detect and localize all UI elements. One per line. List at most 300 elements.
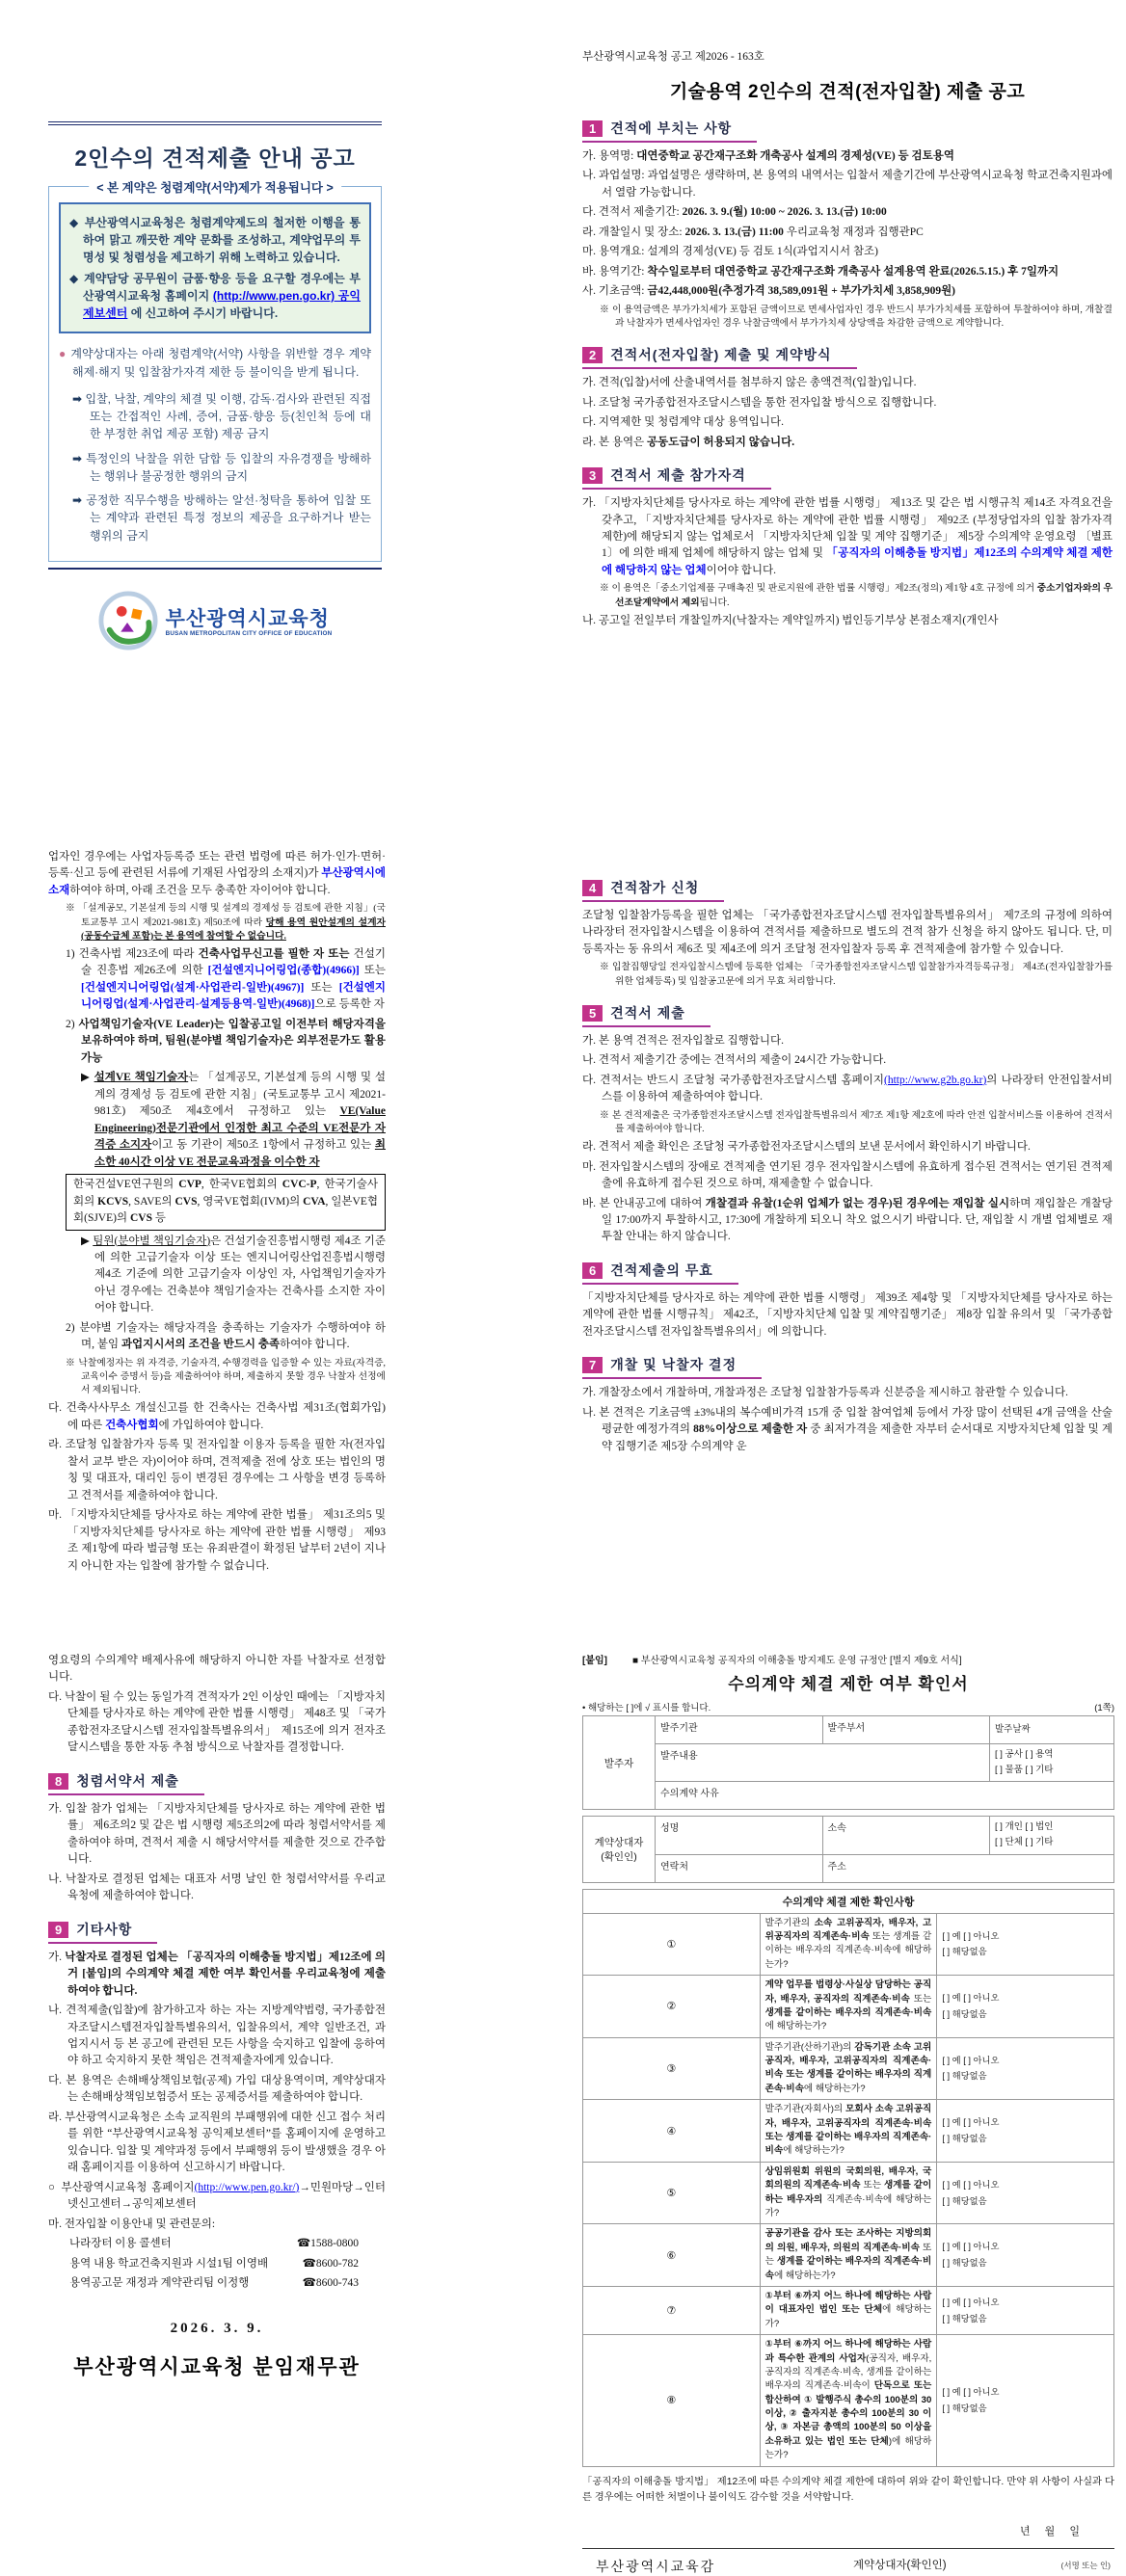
paragraph (582, 395, 1113, 412)
check-answer-checkboxes[interactable]: [ ] 예 [ ] 아니오 [ ] 해당없음 (937, 2162, 1114, 2224)
text-segment: 또는 (359, 965, 386, 977)
contractor-table (582, 1816, 1114, 1882)
text-segment: ➡ (72, 493, 87, 508)
text-segment: 가. 「지방자치단체를 당사자로 하는 계약에 관한 법률 시행령」 제13조 및 같은 법 시행규칙 제14조 자격요건을 갖추고, 「지방자치단체를 당사자로 하는 계약에 관한 법률 시행령」 제92조 (부정당업자의 입찰 참가자격 제한)에 해당되지 않는 업체로서 「지방자치단체 입찰 및 계약 집행기준」 제5장 수의계약 운영요령 〔별표1〕에 의한 배제 업체에 해당하지 않는 업체 및 (582, 497, 1113, 560)
text-segment: 마. 「지방자치단체를 당사자로 하는 계약에 관한 법률」 제31조의5 및 「지방자치단체를 당사자로 하는 계약에 관한 법률 시행령」 제93조 제1항에 따라 벌금형 또는 유죄판결이 확정된 날부터 2년이 지나지 아니한 자는 입찰에 참가할 수 없습니다. (48, 1509, 386, 1572)
text-segment: ○ 부산광역시교육청 홈페이지 (48, 2181, 195, 2193)
paragraph (582, 1385, 1113, 1401)
orderer-table (582, 1715, 1114, 1810)
text-segment: ☎8600-782 (302, 2257, 359, 2270)
text-segment: 공정한 직무수행을 방해하는 알선·청탁을 통하여 입찰 또는 계약과 관련된 특정 정보의 제공을 요구하거나 받는 행위의 금지 (86, 493, 371, 543)
text-segment: 특정인의 낙찰을 위한 담합 등 입찰의 자유경쟁을 방해하는 행위나 불공정한 행위의 금지 (86, 451, 371, 483)
signature-hint: (서명 또는 인) (1060, 2560, 1111, 2570)
text-segment: 금42,448,000원(추정가격 38,589,091원 + 부가가치세 3,858,909원) (647, 285, 956, 298)
text-segment: ①부터 ⑥까지 어느 하나에 해당하는 사람과 특수한 관계의 사업자 (764, 2339, 932, 2364)
text-segment: 사. 기초금액: (582, 285, 648, 298)
text-segment: 과업지시서의 조건을 반드시 충족 (121, 1339, 281, 1351)
text-segment: 다. 지역제한 및 청렴계약 대상 용역입니다. (582, 416, 784, 429)
text-segment: 용역 내용 학교건축지원과 시설1팀 이영배 (69, 2257, 269, 2270)
text-segment: 가. 입찰 참가 업체는 「지방자치단체를 당사자로 하는 계약에 관한 법률」 제6조의2 및 같은 법 시행령 제5조의2에 따라 청렴서약서를 제출하여야 하며, 견적서 제출 시 해당서약서를 제출한 것으로 간주합니다. (48, 1802, 386, 1866)
check-question (760, 2224, 937, 2287)
text-segment: 2026. 3. 9. (170, 2320, 264, 2336)
orderer-date-field[interactable]: 발주날짜 (990, 1716, 1114, 1744)
paragraph (582, 1159, 1113, 1193)
text-segment: 팀원(분야별 책임기술자) (93, 1235, 211, 1247)
text-segment: 가. 용역명: (582, 150, 637, 162)
text-segment: [건설엔지니어링업(종합)(4966)] (207, 965, 360, 977)
text-segment: 는 「설계공모, 기본설계 등의 시행 및 설계의 경제성 등 검토에 관한 지침」(국토교통부 고시 제2021-981호) 제50조 제4호에서 규정하고 있는 (94, 1072, 386, 1118)
text-segment: 발주기관(산하기관)의 (764, 2041, 855, 2053)
paragraph (48, 1950, 386, 2000)
section-number: 1 (582, 120, 603, 137)
check-row-number: ⑦ (583, 2286, 761, 2334)
section-header (582, 1261, 1113, 1285)
page-clean-contract-notice (48, 121, 382, 655)
text-segment: 2026. 3. 13.(금) 11:00 (684, 226, 784, 238)
paragraph (69, 2275, 359, 2292)
text-segment: , 일본VE협회(SJVE)의 (73, 1195, 378, 1225)
section-header (582, 878, 1113, 902)
paragraph (582, 435, 1113, 451)
paragraph (48, 1653, 386, 1686)
text-segment: 하여야 하며, 아래 조건을 모두 충족한 자이어야 합니다. (69, 884, 331, 896)
section-number: 8 (48, 1773, 68, 1790)
paragraph (582, 1196, 1113, 1246)
text-segment: 다. 견적서 제출기간: (582, 206, 683, 219)
homepage-link[interactable]: (http://www.pen.go.kr/) (194, 2181, 300, 2193)
clean-contract-subtitle: < 본 계약은 청렴계약(서약)제가 적용됩니다 > (89, 178, 341, 196)
text-segment: 에 해당하는가? (764, 2021, 827, 2032)
text-segment: 직계존속·비속에 해당하는가? (764, 2193, 932, 2218)
form-date-line: 년 월 일 (1020, 2525, 1086, 2537)
text-segment: 됩니다. (699, 597, 730, 608)
paragraph (48, 2073, 386, 2107)
text-segment: 최소한 40시간 이상 VE 전문교육과정을 이수한 자 (94, 1139, 386, 1168)
text-segment: 생계를 같이하는 배우자의 직계존속·비속 (764, 2256, 932, 2281)
text-segment: 사업책임기술자(VE Leader)는 입찰공고일 이전부터 해당자격을 보유하여야 하며, 팀원(분야별 책임기술자)은 외부전문가도 활용 가능 (78, 1018, 386, 1064)
check-question (760, 1976, 937, 2038)
text-segment: 마. 용역개요: 설계의 경제성(VE) 등 검토 1식(과업지시서 참조) (582, 246, 878, 258)
text-segment: 하며 재입찰은 개찰당일 17:00까지 투찰하시고, 17:30에 개찰하게 되오니 착오 없으시기 바랍니다. 단, 재입찰 시 개별 업체별로 재투찰 안내는 하지 않습니다. (602, 1197, 1113, 1243)
contractor-type-checkboxes[interactable]: [ ] 개인 [ ] 법인 [ ] 단체 [ ] 기타 (990, 1817, 1114, 1854)
paragraph (66, 1174, 386, 1230)
education-office-emblem-icon (98, 591, 158, 655)
form-title: 수의계약 체결 제한 여부 확인서 (728, 1675, 969, 1693)
office-name-english: BUSAN METROPOLITAN CITY OFFICE OF EDUCATION (165, 630, 333, 638)
text-segment: ※ 입찰집행당일 전자입찰시스템에 등록한 업체는 「국가종합전자조달시스템 입찰참가자격등록규정」 제4조(전자입찰참가를 위한 업체등록) 및 입찰공고문에 의거 무효 처리합니다. (600, 962, 1113, 987)
contract-reason-field[interactable]: 수의계약 사유 (656, 1782, 1114, 1810)
text-segment: ☎8600-743 (302, 2277, 359, 2290)
paragraph (48, 1801, 386, 1869)
text-segment: CVC-P (282, 1179, 317, 1191)
paragraph (81, 1070, 386, 1171)
text-segment: 부산광역시교육청은 청렴계약제도의 철저한 이행을 통하여 맑고 깨끗한 계약 문화를 조성하고, 계약업무의 투명성 및 청렴성을 제고하기 위해 노력하고 있습니다. (83, 216, 361, 265)
text-segment: 바. 용역기간: (582, 265, 648, 278)
section-title: 견적서 제출 참가자격 (610, 467, 746, 484)
text-segment: 「공직자의 이해충돌 방지법」제12조의 수의계약 체결 제한에 해당하지 않는 업체 (602, 547, 1113, 576)
paragraph (48, 2217, 386, 2233)
check-row (583, 1913, 1114, 1976)
text-segment: 한국건설VE연구원의 (73, 1179, 179, 1191)
text-segment: 건축사협회 (105, 1419, 159, 1431)
text-segment: 등 (151, 1212, 166, 1225)
paragraph (600, 1109, 1113, 1136)
check-answer-checkboxes[interactable]: [ ] 예 [ ] 아니오 [ ] 해당없음 (937, 1976, 1114, 2038)
text-segment: 또는 (860, 2180, 884, 2191)
text-segment: CVS (129, 1212, 152, 1225)
checkmark-instruction: • 해당하는 [ ]에 √ 표시를 합니다. (582, 1703, 711, 1713)
superintendent-signature: 부산광역시교육감 (596, 2558, 716, 2574)
text-segment: 라. 부산광역시교육청은 소속 교직원의 부패행위에 대한 신고 접수 처리를 위한 “부산광역시교육청 공익제보센터”를 홈페이지에 운영하고 있습니다. 입찰 및 계약과정 등에서 부패행위 등이 발생했을 경우 아래 홈페이지를 이용하여 신고하시기 바랍니다. (48, 2111, 386, 2174)
text-segment: 모회사 소속 고위공직자, 배우자, 고위공직자의 직계존속·비속 또는 생계를 같이하는 배우자의 직계존속·비속 (764, 2104, 932, 2157)
page-restriction-confirmation-form (582, 1652, 1114, 2576)
page-qualification-detail (48, 846, 386, 1578)
text-segment: , 한국기술사회의 (73, 1179, 379, 1208)
text-segment: 또는 생계를 같이하는 배우자의 직계존속·비속에 해당하는가? (764, 1930, 932, 1970)
text-segment: (공직자, 배우자, 공직자의 직계존속·비속, 생계를 같이하는 배우자의 직계존속·비속이 (764, 2352, 932, 2392)
section-number: 7 (582, 1357, 603, 1373)
text-segment: 나. 조달청 국가종합전자조달시스템을 통한 전자입찰 방식으로 집행합니다. (582, 396, 937, 409)
text-segment: 또는 (304, 981, 339, 994)
check-row (583, 2162, 1114, 2224)
section-title: 견적에 부치는 사항 (610, 120, 733, 136)
text-segment: 으로 등록한 자 (314, 998, 385, 1011)
paragraph (48, 1400, 386, 1434)
text-segment: ➡ (72, 391, 86, 406)
text-segment: 부산광역시교육청 분임재무관 (73, 2356, 361, 2379)
text-segment: 은 건설기술진흥법시행령 제4조 기준에 의한 고급기술자 이상 또는 엔지니어링산업진흥법시행령 제4조 기준에 의한 고급기술자 이상인 자, 사업책임기술자가 아닌 경우에는 건축분야 책임기술자는 건축사를 소지한 자이어야 합니다. (94, 1235, 386, 1315)
text-segment: 가. 견적(입찰)서에 산출내역서를 첨부하지 않은 총액견적(입찰)입니다. (582, 377, 917, 389)
check-row-number: ① (583, 1913, 761, 1976)
paragraph (582, 1139, 1113, 1155)
g2b-link[interactable]: (http://www.g2b.go.kr) (884, 1074, 987, 1086)
paragraph (59, 345, 371, 380)
paragraph (66, 1357, 386, 1398)
section-number: 6 (582, 1262, 603, 1279)
text-segment: 계약상대자는 아래 청렴계약(서약) 사항을 위반할 경우 계약 해제·해지 및 입찰참가자격 제한 등 불이익을 받게 됩니다. (70, 347, 371, 379)
paragraph (48, 1437, 386, 1504)
paragraph (582, 1052, 1113, 1069)
check-question (760, 2335, 937, 2467)
text-segment: 에 가입하여야 합니다. (158, 1419, 264, 1431)
text-segment: ➡ (72, 451, 87, 465)
text-segment: 입찰, 낙찰, 계약의 체결 및 이행, 감독·검사와 관련된 직접 또는 간접적인 사례, 증여, 금품·향응 등(친인척 등에 대한 부정한 취업 제공 포함) 제공 금지 (85, 391, 372, 441)
check-row (583, 2286, 1114, 2334)
text-segment: 2026. 3. 9.(월) 10:00 ~ 2026. 3. 13.(금) 10:00 (682, 206, 887, 219)
page-title: 2인수의 견적제출 안내 공고 (74, 146, 356, 171)
paragraph (72, 390, 371, 443)
check-answer-checkboxes[interactable]: [ ] 예 [ ] 아니오 [ ] 해당없음 (937, 2224, 1114, 2287)
paragraph (66, 1017, 386, 1067)
text-segment: 88%이상으로 제출한 자 (693, 1423, 808, 1436)
text-segment: 1) 건축사법 제23조에 따라 (66, 948, 199, 961)
check-row-number: ② (583, 1976, 761, 2038)
text-segment: 대연중학교 공간재구조화 개축공사 설계의 경제성(VE) 등 검토용역 (636, 150, 954, 162)
text-segment: 마. 전자입찰시스템의 장애로 견적제출 연기된 경우 전자입찰시스템에 유효하게 접수된 견적서는 연기된 견적제출에 유효하게 접수된 것으로 하며, 재제출할 수 없습니다. (582, 1160, 1113, 1190)
text-segment: KCVS (97, 1195, 129, 1208)
restriction-check-table (582, 1889, 1114, 2467)
paragraph (582, 148, 1113, 165)
paragraph (582, 1290, 1113, 1341)
check-table-header: 수의계약 체결 제한 확인사항 (583, 1889, 1114, 1913)
text-segment: 라. 조달청 입찰참가자 등록 및 전자입찰 이용자 등록을 필한 자(전자입찰서 교부 받은 자)이어야 하며, 견적제출 전에 상호 또는 법인의 명칭 및 대표자, 대리인 등이 변경된 경우에는 그 사항을 변경 등록하고 견적서를 제출하여야 합니다. (48, 1439, 386, 1501)
check-row (583, 2100, 1114, 2163)
contractor-signature: 계약상대자(확인인) (서명 또는 인) (853, 2559, 1111, 2571)
text-segment: ※ 「설계공모, 기본설계 등의 시행 및 설계의 경제성 등 검토에 관한 지침」(국토교통부 고시 제2021-981호) 제50조에 따라 (66, 903, 386, 928)
text-segment: ☎1588-0800 (296, 2238, 359, 2250)
text-segment: 상임위원회 위원의 국회의원, 배우자, 국회의원의 직계존속·비속 (764, 2165, 932, 2191)
paragraph (582, 283, 1113, 300)
section-header (582, 465, 1113, 490)
paragraph (48, 2318, 386, 2340)
section-title: 견적참가 신청 (610, 880, 700, 895)
check-row (583, 2037, 1114, 2100)
paragraph (600, 582, 1113, 609)
text-segment: [건설엔지니어링업(설계·사업관리-일반)(4967)] (81, 981, 305, 994)
text-segment: , 영국VE협회(IVM)의 (197, 1195, 304, 1208)
paragraph (72, 450, 371, 485)
check-row (583, 2224, 1114, 2287)
text-segment: CVA (303, 1195, 326, 1208)
attachment-label: [붙임] (582, 1656, 607, 1666)
text-segment: ①부터 ⑥까지 어느 하나에 해당하는 사람이 대표자인 법인 또는 단체 (764, 2290, 932, 2316)
check-question (760, 1913, 937, 1976)
text-segment: CVS (174, 1195, 198, 1208)
text-segment: 마. 전자입찰 이용안내 및 관련문의: (48, 2217, 216, 2230)
form-note-row (582, 1700, 1114, 1713)
section-number: 4 (582, 880, 603, 896)
text-segment: 건축사업무신고를 필한 자 또는 (198, 948, 350, 961)
text-segment: 착수일로부터 대연중학교 공간재구조화 개축공사 설계용역 완료(2026.5.15.) 후 7일까지 (647, 265, 1059, 278)
contractor-label: 계약상대자 (확인인) (583, 1817, 656, 1882)
paragraph (48, 2003, 386, 2070)
text-segment: ※ 이 용역금액은 부가가치세가 포함된 금액이므로 면세사업자인 경우 반드시 부가가치세를 포함하여 투찰하여야 하며, 개찰결과 낙찰자가 면세사업자인 경우 낙찰금액에서 부가가치세 상당액을 차감한 금액으로 계약합니다. (600, 304, 1113, 329)
paragraph (582, 908, 1113, 958)
text-segment: )에 해당하는가? (764, 2435, 932, 2461)
text-segment: 부산광역시에 소재 (48, 867, 386, 896)
section-header (582, 345, 1113, 369)
check-row (583, 1976, 1114, 2038)
text-segment: 의 나라장터 안전입찰서비스를 이용하여 제출하여야 합니다. (602, 1074, 1113, 1103)
text-segment: 공공기관을 감사 또는 조사하는 지방의회의 의원, 배우자, 의원의 직계존속·비속 (764, 2228, 932, 2253)
paragraph (48, 2110, 386, 2177)
text-segment: 낙찰자로 결정된 업체는 「공직자의 이해충돌 방지법」제12조에 의거 [붙임]의 수의계약 체결 제한 여부 확인서를 우리교육청에 제출하여야 합니다. (65, 1951, 386, 1997)
orderer-department-field[interactable]: 발주부서 (822, 1716, 990, 1744)
text-segment: ▶ (81, 1235, 94, 1247)
order-content-field[interactable]: 발주내용 (656, 1744, 990, 1782)
paragraph (69, 214, 361, 267)
check-question (760, 2162, 937, 2224)
text-segment: 또는 (764, 2242, 932, 2268)
section-header (582, 1355, 1113, 1379)
text-segment: 나. 과업설명: 과업설명은 생략하며, 본 용역의 내역서는 입찰서 제출기간에 부산광역시교육청 학교건축지원과에서 열람 가능합니다. (582, 170, 1113, 199)
text-segment: 용역공고문 재정과 계약관리팀 이정행 (69, 2277, 250, 2290)
text-segment: 나. 공고일 전일부터 개찰일까지(낙찰자는 계약일까지) 법인등기부상 본점소재지(개인사 (582, 614, 999, 626)
section-title: 개찰 및 낙찰자 결정 (610, 1357, 737, 1373)
paragraph (582, 1033, 1113, 1049)
announcement-title: 기술용역 2인수의 견적(전자입찰) 제출 공고 (669, 82, 1026, 102)
text-segment: [건설엔지니어링업(설계·사업관리-설계등용역-일반)(4968)] (81, 981, 386, 1011)
text-segment: 계약담당 공무원이 금품·향응 등을 요구할 경우에는 부산광역시교육청 홈페이지 (83, 271, 362, 303)
text-segment: 설계VE 책임기술자 (94, 1072, 189, 1084)
check-question (760, 2100, 937, 2163)
clean-contract-box (48, 181, 382, 562)
header-rule (48, 121, 382, 125)
text-segment: 다. 건축사사무소 개설신고를 한 건축사는 건축사법 제31조(협회가입)에 따른 (48, 1402, 386, 1431)
text-segment: 당해 용역 원안설계의 설계자(공동수급체 포함)는 본 용역에 참여할 수 없습니다. (81, 916, 386, 942)
text-segment: 발주기관(자회사)의 (764, 2104, 846, 2115)
text-segment: 또는 (909, 1993, 932, 2005)
contractor-name-field[interactable]: 성명 (656, 1817, 823, 1854)
check-rows (583, 1913, 1114, 2466)
text-segment: 공동도급이 허용되지 않습니다. (647, 436, 795, 448)
check-answer-checkboxes[interactable]: [ ] 예 [ ] 아니오 [ ] 해당없음 (937, 2335, 1114, 2467)
text-segment: 중소기업자와의 우선조달계약에서 제외 (615, 583, 1113, 608)
form-header (582, 1652, 1114, 1666)
paragraph (582, 264, 1113, 280)
orderer-agency-field[interactable]: 발주기관 (656, 1716, 823, 1744)
text-segment: 나. 낙찰자로 결정된 업체는 대표자 서명 날인 한 청렴서약서를 우리교육청에 제출하여야 합니다. (48, 1872, 386, 1902)
text-segment: 가. 개찰장소에서 개찰하며, 개찰과정은 조달청 입찰참가등록과 신분증을 제시하고 참관할 수 있습니다. (582, 1387, 1068, 1399)
section-header (48, 1771, 386, 1795)
text-segment: 라. 견적서 제출 확인은 조달청 국가종합전자조달시스템의 보낸 문서에서 확인하시기 바랍니다. (582, 1141, 1031, 1154)
check-row-number: ③ (583, 2037, 761, 2100)
signature-row (582, 2548, 1114, 2576)
text-segment: 우리교육청 재정과 집행관PC (783, 226, 924, 238)
paragraph (582, 495, 1113, 579)
paragraph (582, 1073, 1113, 1106)
section-header (48, 1920, 386, 1944)
text-segment: 다. 본 용역은 손해배상책임보험(공제) 가입 대상용역이며, 계약상대자는 손해배상책임보험증서 또는 공제증서를 제출하여야 합니다. (48, 2074, 386, 2104)
text-segment: 소속 고위공직자, 배우자, 고위공직자의 직계존속·비속 (764, 1917, 932, 1942)
office-name-korean: 부산광역시교육청 (165, 608, 330, 631)
text-segment: 나. 견적제출(입찰)에 참가하고자 하는 자는 지방계약법령, 국가종합전자조달시스템전자입찰특별유의서, 입찰유의서, 계약 일반조건, 과업지시서 등 본 공고에 관련된 모든 사항을 숙지하고 입찰에 응하여야 하고 숙지하지 못한 책임은 견적제출자에게 있습니다. (48, 2005, 386, 2067)
order-type-checkboxes[interactable]: [ ] 공사 [ ] 용역 [ ] 물품 [ ] 기타 (990, 1744, 1114, 1782)
text-segment: 조달청 입찰참가등록을 필한 업체는 「국가종합전자조달시스템 전자입찰특별유의서」 제7조의 규정에 의하여 나라장터 전자입찰시스템을 이용하여 견적서를 제출하므로 별도의 견적 참가 신청을 하지 않아도 됩니다. 단, 미등록자는 동 유의서 제6조 및 제4조에 의거 조달청 전자입찰자 등록 후 견적제출에 참가할 수 있습니다. (582, 910, 1113, 955)
text-segment: 생계를 같이하는 배우자의 직계존속·비속 (764, 2006, 932, 2018)
section-title: 견적서(전자입찰) 제출 및 계약방식 (610, 347, 832, 363)
section-number: 2 (582, 347, 603, 363)
text-segment: →민원마당→인터넷신고센터→공익제보센터 (67, 2181, 386, 2211)
paragraph (48, 2352, 386, 2383)
text-segment: 라. 본 용역은 (582, 436, 648, 448)
section-number: 3 (582, 467, 603, 484)
section-title: 청렴서약서 제출 (76, 1772, 179, 1789)
text-segment: 다. 낙찰이 될 수 있는 동일가격 견적자가 2인 이상인 때에는 「지방자치단체를 당사자로 하는 계약에 관한 법률 시행령」 제48조 및 「국가종합전자조달시스템 전자입찰특별유의서」 제15조에 의거 전자조달시스템을 통한 자동 추첨 방식으로 낙찰자를 결정합니다. (48, 1690, 386, 1754)
contractor-contact-field[interactable]: 연락처 (656, 1854, 823, 1882)
section-number: 5 (582, 1005, 603, 1022)
section-title: 기타사항 (76, 1921, 133, 1937)
text-segment: 나라장터 이용 콜센터 (69, 2238, 172, 2250)
page-misc-and-signoff (48, 1650, 386, 2386)
text-segment: 다. 견적서는 반드시 조달청 국가종합전자조달시스템 홈페이지 (582, 1074, 885, 1086)
section-number: 9 (48, 1922, 68, 1938)
paragraph (582, 375, 1113, 391)
check-answer-checkboxes[interactable]: [ ] 예 [ ] 아니오 [ ] 해당없음 (937, 1913, 1114, 1976)
text-segment: 에 해당하는가? (783, 2145, 844, 2157)
paragraph (66, 1320, 386, 1354)
text-segment: 생계를 같이하는 배우자의 (764, 2180, 932, 2205)
check-answer-checkboxes[interactable]: [ ] 예 [ ] 아니오 [ ] 해당없음 (937, 2100, 1114, 2163)
check-row-number: ⑥ (583, 2224, 761, 2287)
text-segment: 영요령의 수의계약 배제사유에 해당하지 아니한 자를 낙찰자로 선정합니다. (48, 1655, 386, 1684)
text-segment: 이고 동 기관이 제50조 1항에서 규정하고 있는 (151, 1139, 375, 1152)
report-center-link[interactable]: (http://www.pen.go.kr) 공익제보센터 (83, 288, 361, 321)
text-segment: 「지방자치단체를 당사자로 하는 계약에 관한 법률 시행령」 제39조 제4항 및 「지방자치단체를 당사자로 하는 계약에 관한 법률 시행규칙」 제42조, 「지방자치단체 입찰 및 계약집행기준」 제8장 입찰 유의서 및 「국가종합전자조달시스템 전자입찰특별유의서」에 의합니다. (582, 1291, 1113, 1338)
section-title: 견적제출의 무효 (610, 1261, 713, 1278)
office-logo (48, 591, 382, 655)
text-segment: 에 해당하는가? (773, 2270, 836, 2281)
paragraph (48, 849, 386, 899)
page-announcement-sections-4-7 (582, 863, 1113, 1458)
paragraph (69, 270, 361, 323)
notice-number: 부산광역시교육청 공고 제2026 - 163호 (582, 51, 764, 63)
text-segment: 에 해당하는가? (764, 2304, 932, 2329)
text-segment: ● (59, 347, 71, 361)
text-segment: 발주기관의 (764, 1917, 815, 1928)
paragraph (48, 1507, 386, 1575)
text-segment: ※ 이 용역은「중소기업제품 구매촉진 및 판로지원에 관한 법률 시행령」제2조(정의) 제1항 4호 규정에 의거 (600, 583, 1037, 595)
text-segment: ◆ (69, 216, 85, 229)
paragraph (582, 244, 1113, 260)
text-segment: 계약 업무를 법령상·사실상 담당하는 공직자, 배우자, 공직자의 직계존속·비속 (764, 1979, 932, 2005)
paragraph (72, 491, 371, 544)
paragraph (69, 2256, 359, 2272)
text-segment: 2) (66, 1018, 79, 1030)
check-row (583, 2335, 1114, 2467)
check-row-number: ⑤ (583, 2162, 761, 2224)
check-question (760, 2037, 937, 2100)
text-segment: 업자인 경우에는 사업자등록증 또는 관련 법령에 따른 허가·인가·면허·등록·신고 등에 관련된 서류에 기재된 사업장의 소재지)가 (48, 851, 386, 880)
check-answer-checkboxes[interactable]: [ ] 예 [ ] 아니오 [ ] 해당없음 (937, 2286, 1114, 2334)
text-segment: 나. 견적서 제출기간 중에는 견적서의 제출이 24시간 가능합니다. (582, 1054, 887, 1067)
check-row-number: ⑧ (583, 2335, 761, 2467)
text-segment: CVP (178, 1179, 201, 1191)
paragraph (582, 1405, 1113, 1455)
footer-rule (48, 568, 382, 570)
text-segment: ※ 본 견적제출은 국가종합전자조달시스템 전자입찰특별유의서 제7조 제1항 제2호에 따라 안전 입찰서비스를 이용하여 견적서를 제출하여야 합니다. (600, 1109, 1113, 1134)
text-segment: VE(Value Engineering)전문기관에서 인정한 최고 수준의 VE전문가 자격증 소지자 (94, 1105, 386, 1152)
section-title: 견적서 제출 (610, 1004, 685, 1021)
page-announcement-main (582, 48, 1113, 632)
announcement-sections-1-3 (582, 119, 1113, 629)
paragraph (66, 946, 386, 1014)
text-segment: 건설기술 진흥법 제26조에 의한 (81, 948, 387, 977)
text-segment: 바. 본 안내공고에 대하여 (582, 1197, 706, 1209)
text-segment: , 한국VE협회의 (201, 1179, 282, 1191)
text-segment: 나. 본 견적은 기초금액 ±3%내의 복수예비가격 15개 중 입찰 참여업체 등에서 가장 많이 선택된 4개 금액을 산술 평균한 예정가격의 (582, 1406, 1113, 1436)
paragraph (582, 168, 1113, 201)
text-segment: 2) 분야별 기술자는 해당자격을 충족하는 기술자가 수행하여야 하며, 붙임 (66, 1321, 386, 1351)
contractor-affiliation-field[interactable]: 소속 (822, 1817, 990, 1854)
check-row-number: ④ (583, 2100, 761, 2163)
text-segment: ◆ (69, 271, 85, 285)
paragraph (69, 2236, 359, 2252)
paragraph (582, 225, 1113, 241)
text-segment: 가. 본 용역 견적은 전자입찰로 집행합니다. (582, 1034, 784, 1047)
contractor-address-field[interactable]: 주소 (822, 1854, 1114, 1882)
text-segment: 에 신고하여 주시기 바랍니다. (127, 306, 279, 321)
regulation-reference: ■ 부산광역시교육청 공직자의 이해충돌 방지제도 운영 규정안 [별지 제9호 서식] (631, 1656, 962, 1666)
paragraph (66, 902, 386, 943)
form-declaration: 「공직자의 이해충돌 방지법」 제12조에 따른 수의계약 체결 제한에 대하여 위와 같이 확인합니다. 만약 위 사항이 사실과 다른 경우에는 어떠한 처벌이나 불이익도 감수할 것을 서약합니다. (582, 2476, 1114, 2503)
paragraph (582, 613, 1113, 629)
paragraph (81, 1234, 386, 1317)
check-question (760, 2286, 937, 2334)
check-answer-checkboxes[interactable]: [ ] 예 [ ] 아니오 [ ] 해당없음 (937, 2037, 1114, 2100)
paragraph (600, 961, 1113, 988)
text-segment: ▶ (81, 1072, 94, 1084)
